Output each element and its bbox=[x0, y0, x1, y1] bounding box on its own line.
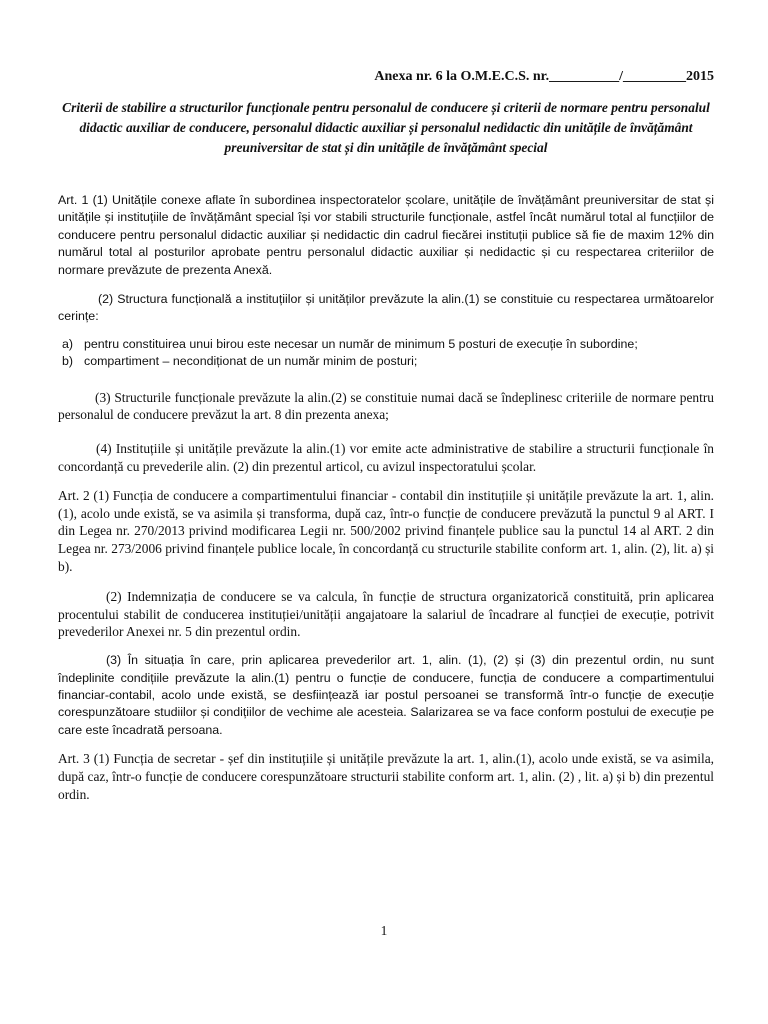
list-item-text: compartiment – necondiționat de un număr minim de posturi; bbox=[84, 354, 418, 369]
art1-paragraph-1: Art. 1 (1) Unitățile conexe aflate în subordinea inspectoratelor școlare, unitățile de învățământ preuniversitar de stat și unitățile și instituțiile de învățământ special își vor stabili structurile funcționale, astfel încât numărul total al funcțiilor de conducere pentru personalul didactic auxiliar și nedidactic din cadrul fiecărei instituții publice să fie de maxim 12% din numărul total al posturilor aprobate pentru personalul didactic auxiliar și nedidactic și cu respectarea criteriilor de normare prevăzute de prezenta Anexă. bbox=[58, 193, 714, 277]
list-item bbox=[58, 336, 714, 353]
document-title: Criterii de stabilire a structurilor funcționale pentru personalul de conducere și criterii de normare pentru personalul didactic auxiliar de conducere, personalul didactic auxiliar și personalul nedidactic din unitățile de învățământ preuniversitar de stat și din unitățile de învățământ special bbox=[62, 100, 710, 155]
document-page bbox=[58, 68, 714, 804]
art1-paragraph-3: (3) Structurile funcționale prevăzute la alin.(2) se constituie numai dacă se îndeplinesc criteriile de normare pentru personalul de conducere prevăzut la art. 8 din prezenta anexa; bbox=[58, 389, 714, 423]
art2-paragraph-3: (3) În situația în care, prin aplicarea prevederilor art. 1, alin. (1), (2) și (3) din prezentul ordin, nu sunt îndeplinite condițiile prevăzute la alin.(1) pentru o funcție de conducere, funcția de conducere a compartimentului financiar-contabil, acolo unde există, se desființează iar postul persoanei se transformă într-o funcție de execuție corespunzătoare studiilor și condițiilor de vechime ale acesteia. Salarizarea se va face conform postului de execuție pe care este încadrată persoana. bbox=[58, 653, 714, 737]
list-item-text: pentru constituirea unui birou este necesar un număr de minimum 5 posturi de execuție în subordine; bbox=[84, 336, 638, 351]
page-number: 1 bbox=[380, 923, 388, 938]
art2-paragraph-1: Art. 2 (1) Funcția de conducere a compartimentului financiar - contabil din instituțiile și unitățile prevăzute la art. 1, alin.(1), acolo unde există, se va asimila și transforma, după caz, într-o funcție de conducere prevăzută la punctul 9 al ART. I din Legea nr. 270/2013 privind modificarea Legii nr. 500/2002 privind finanțele publice sau la punctul 14 al ART. 2 din Legea nr. 273/2006 privind finanțele publice locale, în concordanță cu structurile stabilite conform art. 1, alin. (2), lit. a) și b). bbox=[58, 487, 714, 575]
list-item-marker: b) bbox=[62, 354, 74, 369]
list-item-marker: a) bbox=[62, 336, 74, 351]
art1-requirements-list bbox=[58, 336, 714, 371]
art1-paragraph-4: (4) Instituțiile și unitățile prevăzute la alin.(1) vor emite acte administrative de stabilire a structurii funcționale în concordanță cu prevederile alin. (2) din prezentul articol, cu avizul inspectoratului școlar. bbox=[58, 441, 714, 475]
art2-paragraph-2: (2) Indemnizația de conducere se va calcula, în funcție de structura organizatorică constituită, prin aplicarea procentului stabilit de conducerea instituției/unității angajatoare la salariul de încadrare al funcției de execuție, potrivit prevederilor Anexei nr. 5 din prezentul ordin. bbox=[58, 588, 714, 640]
list-item bbox=[58, 353, 714, 370]
annex-header: Anexa nr. 6 la O.M.E.C.S. nr.__________/_________2015 bbox=[374, 69, 714, 84]
art3-paragraph-1: Art. 3 (1) Funcția de secretar - șef din instituțiile și unitățile prevăzute la art. 1, alin.(1), acolo unde există, se va asimila, după caz, într-o funcție de conducere corespunzătoare structurii stabilite conform art. 1, alin. (2) , lit. a) și b) din prezentul ordin. bbox=[58, 751, 714, 802]
art1-paragraph-2: (2) Structura funcțională a instituțiilor și unităților prevăzute la alin.(1) se constituie cu respectarea următoarelor cerințe: bbox=[58, 292, 714, 324]
